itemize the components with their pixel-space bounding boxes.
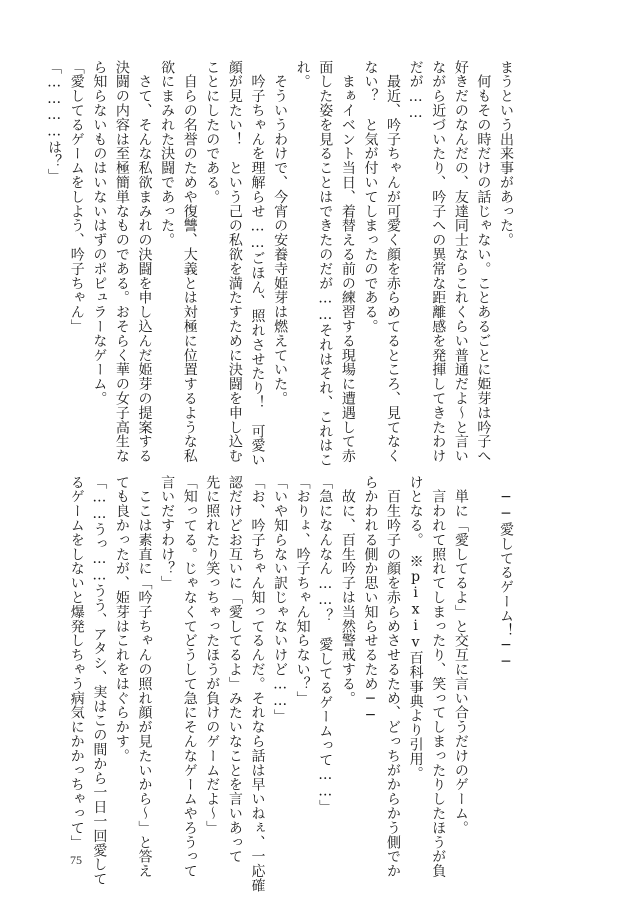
text-line: 「……うっ……うう、アタシ、実はこの間から一日一回愛して (91, 475, 108, 887)
text-line: ら知らないものはいないはずのポピュラーなゲーム。 (91, 60, 108, 406)
page-number: 75 (70, 853, 82, 867)
text-line: けとなる。 ※pixiv百科事典より引用。 (407, 475, 424, 781)
text-line: 顔が見たい！ という己の私欲を満たすために決闘を申し込む (226, 60, 243, 464)
text-line: 「愛してるゲームをしよう、吟子ちゃん」 (68, 60, 85, 334)
text-line: るゲームをしないと爆発しちゃう病気にかかっちゃって」 (68, 475, 85, 850)
text-line: 「急になんなん……？ 愛してるゲームって……」 (317, 475, 334, 815)
text-line: そういうわけで、今宵の安養寺姫芽は燃えていた。 (272, 60, 289, 406)
text-line: 認だけどお互いに「愛してるよ」みたいなことを言いあって (226, 475, 243, 864)
text-line: 面した姿を見ることはできたのだが……それはそれ、これはこ (317, 60, 334, 468)
text-line: 言いだすわけ？」 (159, 475, 176, 591)
text-line: 言われて照れてしまったり、笑ってしまったりしたほうが負 (430, 475, 447, 879)
text-line: 「…………は？」 (46, 60, 63, 184)
text-line: 決闘の内容は至極簡単なものである。おそらく華の女子高生な (113, 60, 130, 464)
text-line: ことにしたのである。 (204, 60, 221, 204)
text-line: ここは素直に「吟子ちゃんの照れ顔が見たいから〜」と答え (136, 475, 153, 879)
text-line: 百生吟子の顔を赤らめさせるため、どっちがからかう側でか (385, 475, 402, 879)
text-line: れ。 (294, 60, 311, 89)
text-line: 「いや知らない訳じゃないけど……」 (272, 475, 289, 724)
text-line: ない？ と気が付いてしまったのである。 (362, 60, 379, 334)
text-line: 「知ってる。じゃなくてどうして急にそんなゲームやろうって (181, 475, 198, 879)
upper-text-block (43, 60, 517, 468)
text-line: 最近、吟子ちゃんが可愛く顔を赤らめてるところ、見てなく (385, 60, 402, 464)
text-line: 「おりょ、吟子ちゃん知らない？」 (294, 475, 311, 706)
text-line: 先に照れたり笑っちゃったほうが負けのゲームだよ〜」 (204, 475, 221, 835)
text-line: さて、そんな私欲まみれの決闘を申し込んだ姫芽の提案する (136, 60, 153, 464)
text-line: まうという出来事があった。 (498, 60, 514, 248)
text-line: まぁイベント当日、着替える前の練習する現場に遭遇して赤 (339, 60, 356, 464)
text-line: 自らの名誉のためや復讐、大義とは対極に位置するような私 (181, 60, 198, 464)
text-line: 故に、百生吟子は当然警戒する。 (339, 475, 356, 706)
text-line: ても良かったが、姫芽はこれをはぐらかす。 (113, 475, 130, 763)
text-line: だが…… (407, 60, 424, 122)
text-line: 「お、吟子ちゃん知ってるんだ。それなら話は早いねぇ、一応確 (249, 475, 266, 893)
lower-text-block (65, 475, 517, 893)
text-line: 吟子ちゃんを理解らせ……ごほん、照れさせたり！ 可愛い (249, 60, 266, 468)
text-line (472, 475, 495, 875)
text-line: らかわれる側か思い知らせるため── (362, 475, 379, 724)
text-line: ──愛してるゲーム！── (498, 475, 514, 671)
text-line: 好きだのなんだの、友達同士ならこれくらい普通だよ〜と言い (452, 60, 469, 464)
text-line: 単に「愛してるよ」と交互に言い合うだけのゲーム。 (452, 475, 469, 835)
text-line: 欲にまみれた決闘であった。 (159, 60, 176, 248)
text-line: 何もその時だけの話じゃない。ことあるごとに姫芽は吟子へ (475, 60, 492, 464)
text-line: ながら近づいたり、吟子への異常な距離感を発揮してきたわけ (430, 60, 447, 464)
